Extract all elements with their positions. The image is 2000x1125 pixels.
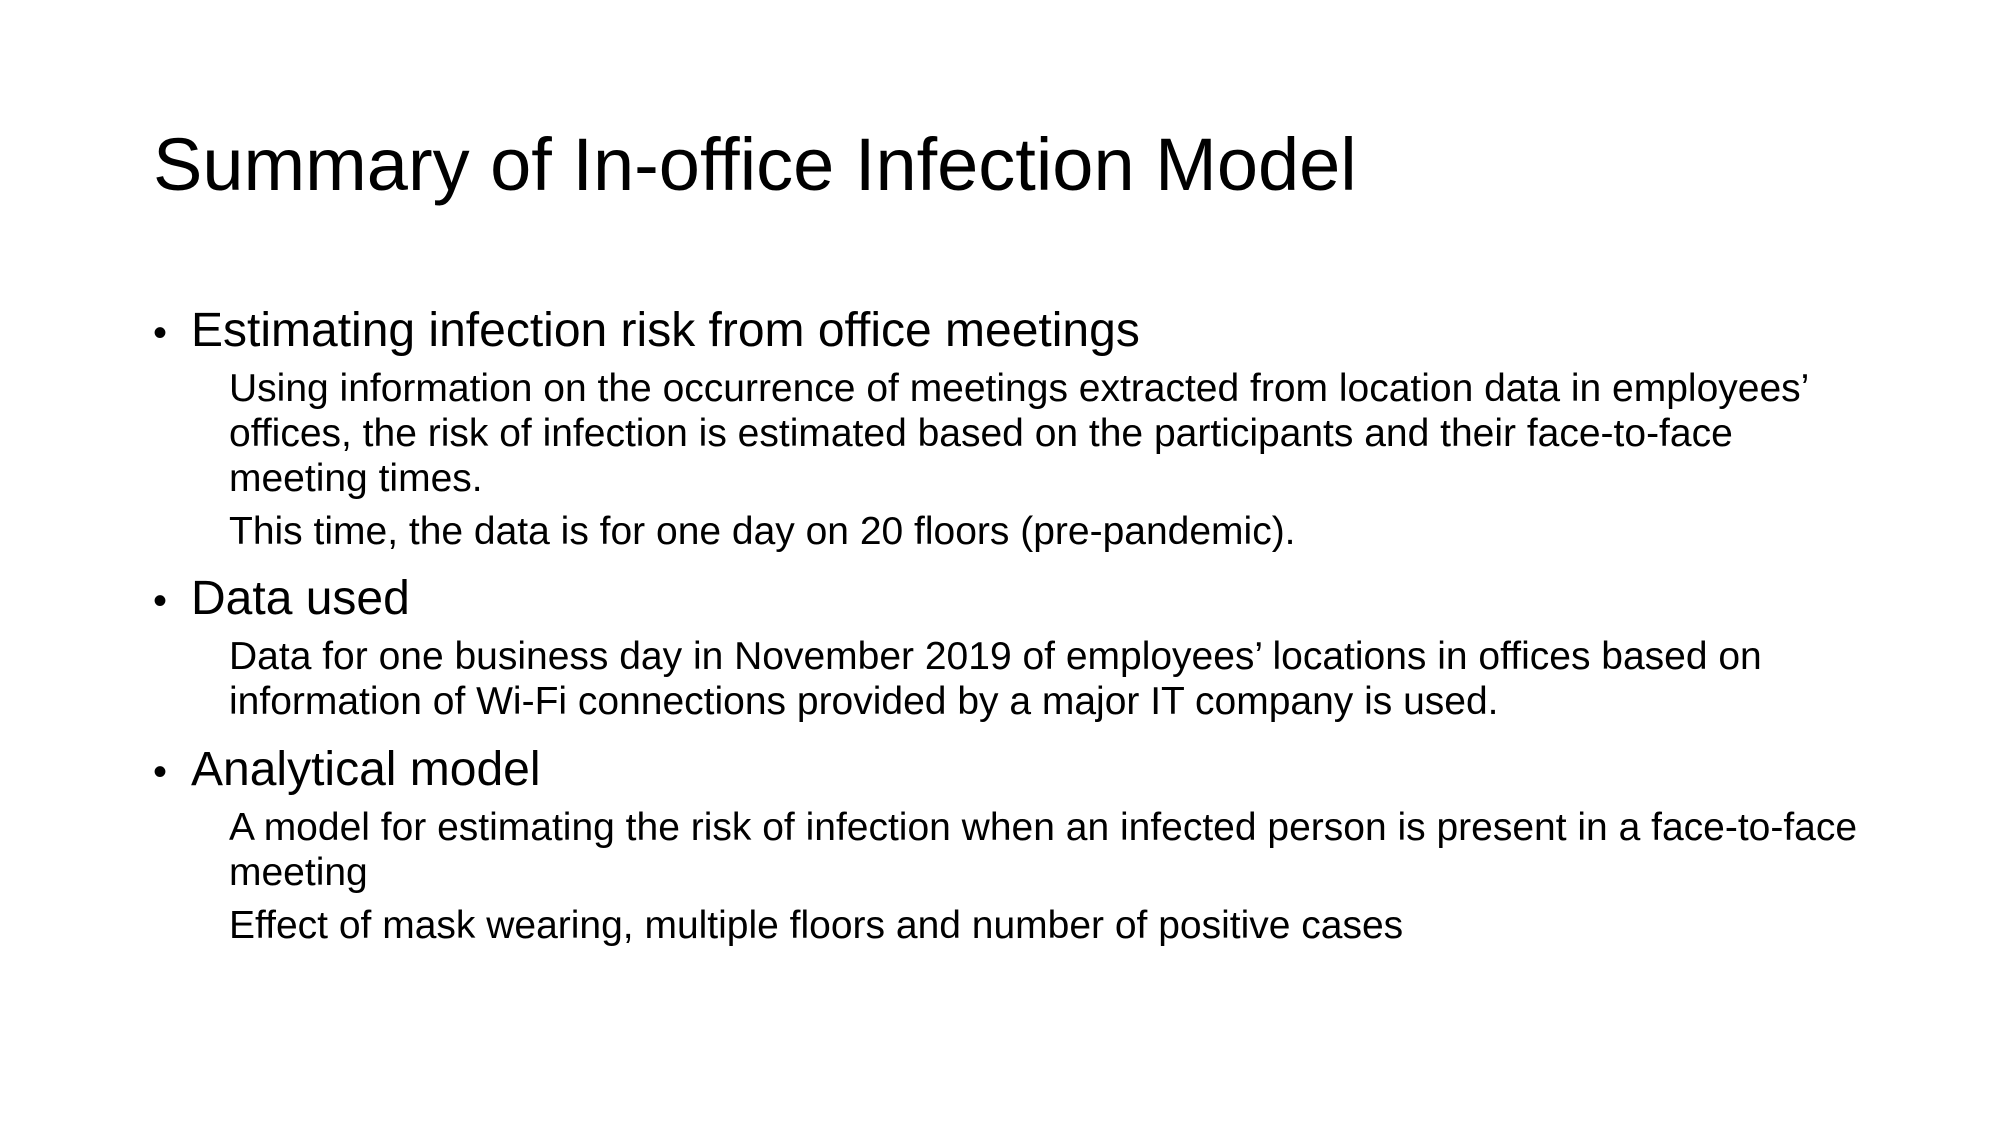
bullet-icon: • <box>153 750 168 794</box>
section-paragraph: Using information on the occurrence of meetings extracted from location data in employees’ offices, the risk of infection is estimated based on the participants and their face-to-face meeting times. <box>229 367 1808 500</box>
section-paragraph: A model for estimating the risk of infection when an infected person is present in a face-to-face meeting <box>229 806 1858 894</box>
slide-title: Summary of In-office Infection Model <box>153 123 1357 206</box>
section-heading: Data used <box>191 572 410 625</box>
bullet-row <box>153 741 1873 799</box>
bullet-row <box>153 302 1873 360</box>
bullet-row <box>153 570 1873 628</box>
bullet-icon: • <box>153 579 168 623</box>
section-paragraph: Effect of mask wearing, multiple floors and number of positive cases <box>229 904 1404 947</box>
section-paragraph: Data for one business day in November 2019 of employees’ locations in offices based on information of Wi-Fi connections provided by a major IT company is used. <box>229 635 1762 723</box>
section-infection-risk <box>153 302 1873 554</box>
section-heading: Analytical model <box>191 743 541 796</box>
section-paragraph: This time, the data is for one day on 20 floors (pre-pandemic). <box>229 510 1296 553</box>
section-analytical-model <box>153 741 1873 948</box>
section-data-used <box>153 570 1873 724</box>
section-heading: Estimating infection risk from office meetings <box>191 304 1140 357</box>
bullet-icon: • <box>153 311 168 355</box>
slide-content <box>153 302 1873 948</box>
